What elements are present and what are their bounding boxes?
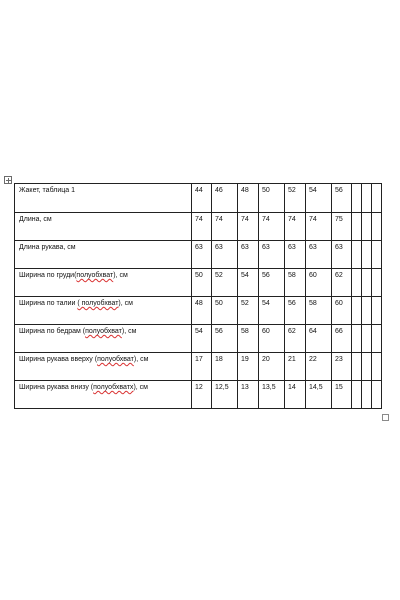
value-cell[interactable] [372, 213, 382, 241]
label-text: ), см [113, 272, 128, 279]
spellcheck-flagged-text: полуобхватх [93, 384, 134, 391]
value-cell[interactable]: 52 [212, 269, 238, 297]
value-cell[interactable]: 74 [212, 213, 238, 241]
value-cell[interactable]: 20 [259, 353, 285, 381]
size-header-cell[interactable]: 46 [212, 184, 238, 213]
value-cell[interactable] [372, 381, 382, 409]
value-cell[interactable]: 54 [192, 325, 212, 353]
value-cell[interactable]: 56 [212, 325, 238, 353]
value-cell[interactable]: 18 [212, 353, 238, 381]
value-cell[interactable]: 23 [332, 353, 352, 381]
measurement-label-cell[interactable] [15, 269, 192, 297]
value-cell[interactable]: 74 [285, 213, 306, 241]
measurement-label-cell[interactable] [15, 297, 192, 325]
spellcheck-flagged-text: ( полуобхват [77, 300, 119, 307]
value-cell[interactable]: 64 [306, 325, 332, 353]
value-cell[interactable] [362, 297, 372, 325]
value-cell[interactable]: 48 [192, 297, 212, 325]
table-row [15, 325, 382, 353]
value-cell[interactable]: 54 [259, 297, 285, 325]
value-cell[interactable] [372, 325, 382, 353]
label-text: ), см [118, 300, 133, 307]
value-cell[interactable] [362, 353, 372, 381]
label-text: Ширина по талии [19, 300, 78, 307]
label-text: Ширина рукава вверху ( [19, 356, 98, 363]
value-cell[interactable] [352, 381, 362, 409]
size-header-cell[interactable] [372, 184, 382, 213]
label-text: Ширина рукава внизу ( [19, 384, 94, 391]
label-text: ), см [133, 356, 149, 363]
size-header-cell[interactable]: 52 [285, 184, 306, 213]
size-header-cell[interactable]: 48 [238, 184, 259, 213]
value-cell[interactable]: 63 [332, 241, 352, 269]
value-cell[interactable]: 63 [306, 241, 332, 269]
size-header-cell[interactable]: 50 [259, 184, 285, 213]
table-title-cell[interactable]: Жакет, таблица 1 [15, 184, 192, 213]
label-text: Ширина по груди( [19, 272, 77, 279]
value-cell[interactable] [352, 297, 362, 325]
label-text: Длина рукава, см [19, 244, 76, 251]
value-cell[interactable] [352, 269, 362, 297]
table-row [15, 269, 382, 297]
value-cell[interactable] [372, 297, 382, 325]
value-cell[interactable]: 63 [259, 241, 285, 269]
spellcheck-flagged-text: полуобхват [85, 328, 122, 335]
spellcheck-flagged-text: полуобхват [76, 272, 114, 279]
value-cell[interactable]: 63 [238, 241, 259, 269]
value-cell[interactable] [372, 353, 382, 381]
table-move-handle-icon[interactable] [4, 176, 12, 184]
value-cell[interactable] [362, 269, 372, 297]
value-cell[interactable]: 66 [332, 325, 352, 353]
value-cell[interactable]: 60 [259, 325, 285, 353]
value-cell[interactable]: 58 [285, 269, 306, 297]
measurement-label-cell[interactable] [15, 381, 192, 409]
label-text: ), см [121, 328, 137, 335]
value-cell[interactable]: 63 [192, 241, 212, 269]
spellcheck-flagged-text: полуобхват [97, 356, 134, 363]
value-cell[interactable] [352, 325, 362, 353]
value-cell[interactable]: 74 [259, 213, 285, 241]
value-cell[interactable] [362, 325, 372, 353]
size-header-cell[interactable]: 56 [332, 184, 352, 213]
value-cell[interactable]: 19 [238, 353, 259, 381]
size-header-cell[interactable] [352, 184, 362, 213]
value-cell[interactable]: 13 [238, 381, 259, 409]
value-cell[interactable] [352, 353, 362, 381]
value-cell[interactable]: 50 [192, 269, 212, 297]
value-cell[interactable]: 74 [306, 213, 332, 241]
measurement-label-cell[interactable] [15, 353, 192, 381]
measurement-label-cell[interactable] [15, 213, 192, 241]
table-header-row [15, 184, 382, 213]
label-text: Ширина по бедрам ( [19, 328, 86, 335]
value-cell[interactable]: 52 [238, 297, 259, 325]
value-cell[interactable] [362, 213, 372, 241]
measurement-label-cell[interactable] [15, 325, 192, 353]
size-header-cell[interactable]: 44 [192, 184, 212, 213]
value-cell[interactable]: 62 [332, 269, 352, 297]
value-cell[interactable] [372, 269, 382, 297]
value-cell[interactable]: 22 [306, 353, 332, 381]
value-cell[interactable]: 14,5 [306, 381, 332, 409]
value-cell[interactable]: 74 [238, 213, 259, 241]
value-cell[interactable] [362, 381, 372, 409]
table-row [15, 213, 382, 241]
value-cell[interactable] [352, 241, 362, 269]
size-table [14, 183, 382, 409]
value-cell[interactable]: 75 [332, 213, 352, 241]
value-cell[interactable]: 17 [192, 353, 212, 381]
label-text: ), см [133, 384, 148, 391]
value-cell[interactable]: 21 [285, 353, 306, 381]
value-cell[interactable]: 58 [306, 297, 332, 325]
value-cell[interactable] [352, 213, 362, 241]
value-cell[interactable]: 58 [238, 325, 259, 353]
value-cell[interactable]: 12 [192, 381, 212, 409]
value-cell[interactable]: 60 [332, 297, 352, 325]
value-cell[interactable]: 13,5 [259, 381, 285, 409]
value-cell[interactable]: 50 [212, 297, 238, 325]
value-cell[interactable]: 62 [285, 325, 306, 353]
measurement-label-cell[interactable] [15, 241, 192, 269]
table-row [15, 297, 382, 325]
table-row [15, 353, 382, 381]
value-cell[interactable] [362, 241, 372, 269]
value-cell[interactable]: 74 [192, 213, 212, 241]
size-header-cell[interactable] [362, 184, 372, 213]
table-row [15, 241, 382, 269]
table-resize-handle-icon[interactable] [382, 414, 389, 421]
label-text: Длина, см [19, 216, 52, 223]
value-cell[interactable]: 63 [212, 241, 238, 269]
value-cell[interactable] [372, 241, 382, 269]
table-row [15, 381, 382, 409]
value-cell[interactable]: 56 [259, 269, 285, 297]
value-cell[interactable]: 12,5 [212, 381, 238, 409]
value-cell[interactable]: 54 [238, 269, 259, 297]
value-cell[interactable]: 15 [332, 381, 352, 409]
value-cell[interactable]: 63 [285, 241, 306, 269]
value-cell[interactable]: 14 [285, 381, 306, 409]
size-header-cell[interactable]: 54 [306, 184, 332, 213]
value-cell[interactable]: 60 [306, 269, 332, 297]
value-cell[interactable]: 56 [285, 297, 306, 325]
